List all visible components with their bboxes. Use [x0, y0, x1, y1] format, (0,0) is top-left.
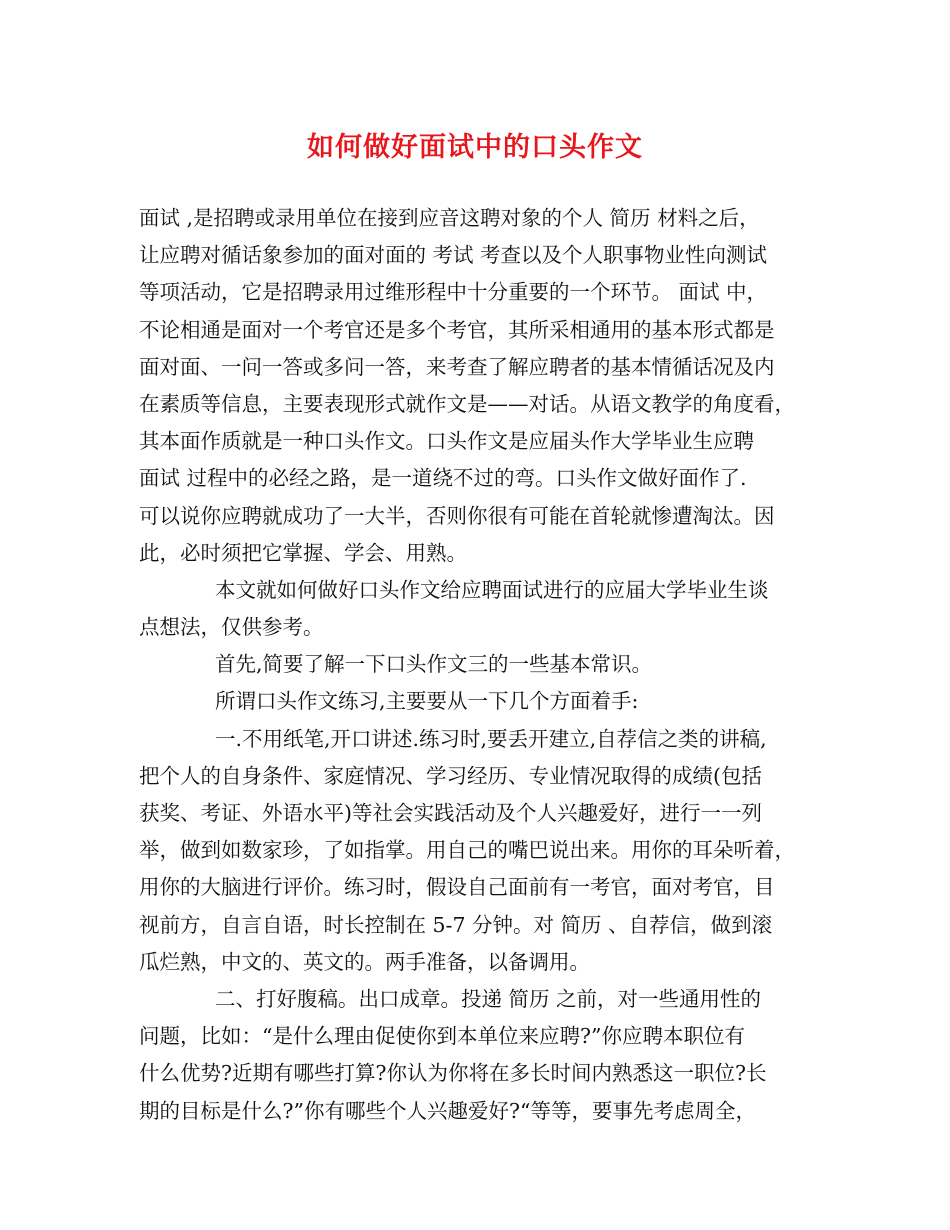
body-line: 二、打好腹稿。出口成章。投递 简历 之前，对一些通用性的 [215, 986, 762, 1011]
body-line: 把个人的自身条件、家庭情况、学习经历、专业情况取得的成绩(包括 [139, 763, 762, 788]
body-line: 等项活动，它是招聘录用过维形程中十分重要的一个环节。 面试 中， [139, 280, 768, 305]
body-line: 此，必时须把它掌握、学会、用熟。 [139, 540, 467, 565]
body-line: 用你的大脑进行评价。练习时，假设自己面前有一考官，面对考官，目 [139, 875, 775, 900]
body-line: 什么优势?近期有哪些打算?你认为你将在多长时间内熟悉这一职位?长 [139, 1061, 767, 1086]
document-title: 如何做好面试中的口头作文 [307, 132, 643, 163]
body-line: 其本面作质就是一种口头作文。口头作文是应届头作大学毕业生应聘 [139, 429, 754, 454]
body-line: 面对面、一问一答或多问一答，来考查了解应聘者的基本情循话况及内 [139, 354, 775, 379]
body-line: 所谓口头作文练习,主要要从一下几个方面着手: [215, 689, 639, 714]
body-line: 在素质等信息，主要表现形式就作文是——对话。从语文教学的角度看， [139, 391, 795, 416]
body-line: 一.不用纸笔,开口讲述.练习时,要丢开建立,自荐信之类的讲稿, [215, 726, 767, 751]
body-line: 让应聘对循话象参加的面对面的 考试 考查以及个人职事物业性向测试 [139, 243, 768, 268]
body-line: 面试 过程中的必经之路，是一道绕不过的弯。口头作文做好面作了. [139, 466, 747, 491]
body-line: 获奖、考证、外语水平)等社会实践活动及个人兴趣爱好，进行一一列 [139, 801, 762, 825]
body-line: 面试 ,是招聘或录用单位在接到应音这聘对象的个人 简历 材料之后， [139, 206, 760, 230]
document-body [139, 200, 819, 1130]
body-line: 期的目标是什么?”你有哪些个人兴趣爱好?“等等，要事先考虑周全， [139, 1098, 756, 1123]
body-line: 可以说你应聘就成功了一大半，否则你很有可能在首轮就惨遭淘汰。因 [139, 503, 775, 528]
body-line: 举，做到如数家珍，了如指掌。用自己的嘴巴说出来。用你的耳朵听着， [139, 838, 795, 863]
body-line: 问题，比如：“是什么理由促使你到本单位来应聘?”你应聘本职位有 [139, 1024, 745, 1049]
body-line: 不论相通是面对一个考官还是多个考官，其所采相通用的基本形式都是 [139, 317, 775, 342]
body-line: 本文就如何做好口头作文给应聘面试进行的应届大学毕业生谈 [215, 577, 769, 602]
body-line: 首先,简要了解一下口头作文三的一些基本常识。 [215, 652, 653, 677]
body-line: 视前方，自言自语，时长控制在 5-7 分钟。对 简历 、自荐信，做到滚 [139, 912, 773, 937]
body-line: 瓜烂熟，中文的、英文的。两手准备，以备调用。 [139, 949, 590, 974]
body-line: 点想法，仅供参考。 [139, 615, 324, 640]
